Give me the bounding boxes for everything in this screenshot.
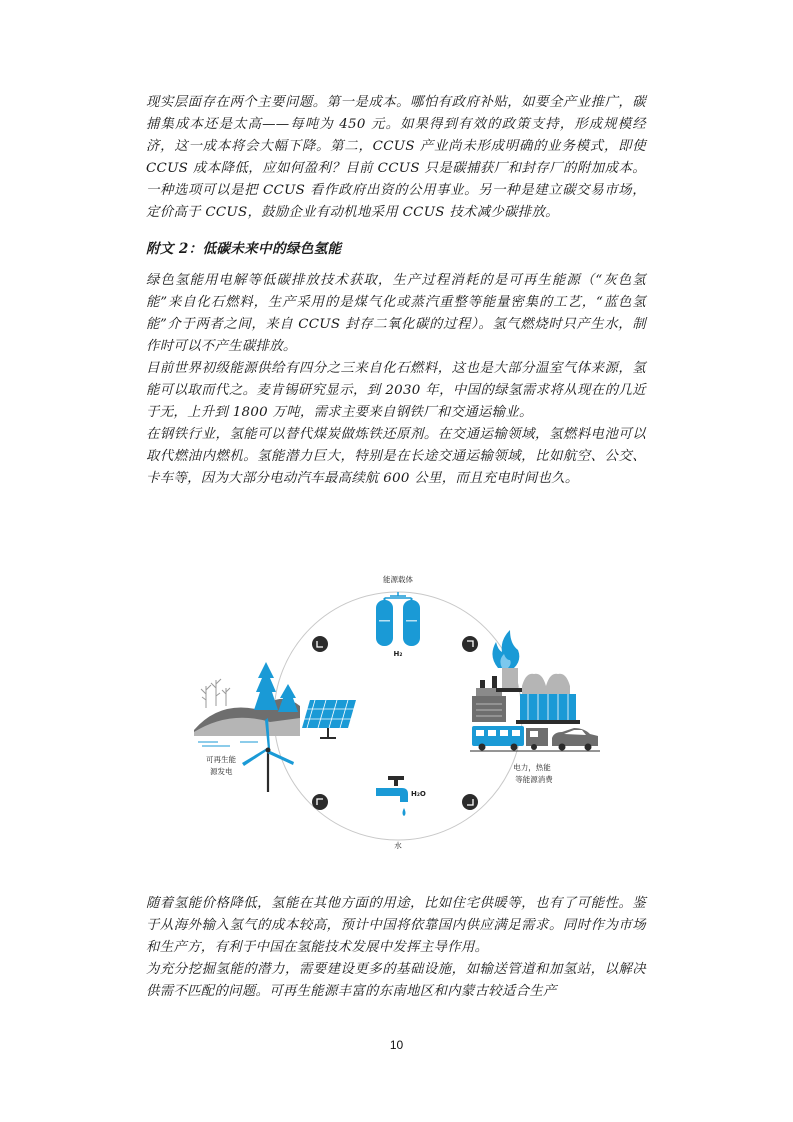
water-tap-icon xyxy=(376,776,408,816)
label-energy-carrier: 能源载体 xyxy=(383,575,413,584)
hydrogen-tanks-icon xyxy=(376,592,420,648)
cycle-arrow-top-right-icon xyxy=(462,636,478,652)
paragraph-hydrogen-applications: 在钢铁行业，氢能可以替代煤炭做炼铁还原剂。在交通运输领域，氢燃料电池可以取代燃油内燃机。氢能潜力巨大，特别是在长途交通运输领域，比如航空、公交、卡车等，因为大部分电动汽车最高续航 600 公里，而且充电时间也久。 xyxy=(146,427,646,486)
label-consumption-line1: 电力，热能 xyxy=(513,763,551,772)
paragraph-ccus-problems: 现实层面存在两个主要问题。第一是成本。哪怕有政府补贴，如要全产业推广，碳捕集成本还是太高——每吨为 450 元。如果得到有效的政策支持，形成规模经济，这一成本将会大幅下降。第二，CCUS 产业尚未形成明确的业务模式，即使 CCUS 成本降低，应如何盈利？目前 CCUS 只是碳捕获厂和封存厂的附加成本。一种选项可以是把 CCUS 看作政府出资的公用事业。另一种是建立碳交易市场，定价高于 CCUS，鼓励企业有动机地采用 CCUS 技术减少碳排放。 xyxy=(146,95,646,220)
cycle-arrow-bottom-right-icon xyxy=(462,794,478,810)
label-renewable-line2: 源发电 xyxy=(210,767,233,776)
appendix-2-title: 附文 2：低碳未来中的绿色氢能 xyxy=(146,241,342,257)
cycle-arrow-top-left-icon xyxy=(312,636,328,652)
paragraph-green-hydrogen-definition: 绿色氢能用电解等低碳排放技术获取，生产过程消耗的是可再生能源（“灰色氢能”来自化石燃料，生产采用的是煤气化或蒸汽重整等能量密集的工艺，“蓝色氢能”介于两者之间，来自 CCUS 封存二氧化碳的过程）。氢气燃烧时只产生水，制作时可以不产生碳排放。 xyxy=(146,273,646,354)
hydrogen-cycle-diagram xyxy=(150,560,650,860)
main-text-block xyxy=(146,92,646,490)
paragraph-hydrogen-infrastructure: 为充分挖掘氢能的潜力，需要建设更多的基础设施，如输送管道和加氢站，以解决供需不匹配的问题。可再生能源丰富的东南地区和内蒙古较适合生产 xyxy=(146,962,646,999)
label-h2o: H₂O xyxy=(411,790,426,798)
label-consumption-line2: 等能源消费 xyxy=(515,775,553,784)
bottom-text-block xyxy=(146,893,646,1003)
paragraph-hydrogen-other-uses: 随着氢能价格降低，氢能在其他方面的用途，比如住宅供暖等，也有了可能性。鉴于从海外输入氢气的成本较高，预计中国将依靠国内供应满足需求。同时作为市场和生产方，有利于中国在氢能技术发展中发挥主导作用。 xyxy=(146,896,646,955)
label-h2: H₂ xyxy=(393,650,403,658)
label-renewable-line1: 可再生能 xyxy=(206,755,236,764)
paragraph-hydrogen-demand: 目前世界初级能源供给有四分之三来自化石燃料，这也是大部分温室气体来源，氢能可以取而代之。麦肯锡研究显示，到 2030 年，中国的绿氢需求将从现在的几近于无，上升到 1800 万吨，需求主要来自钢铁厂和交通运输业。 xyxy=(146,361,646,420)
cycle-arrow-bottom-left-icon xyxy=(312,794,328,810)
hydrogen-cycle-svg xyxy=(150,560,650,860)
label-water: 水 xyxy=(394,841,402,850)
page-number: 10 xyxy=(389,1038,404,1052)
energy-consumption-icon xyxy=(470,630,600,751)
